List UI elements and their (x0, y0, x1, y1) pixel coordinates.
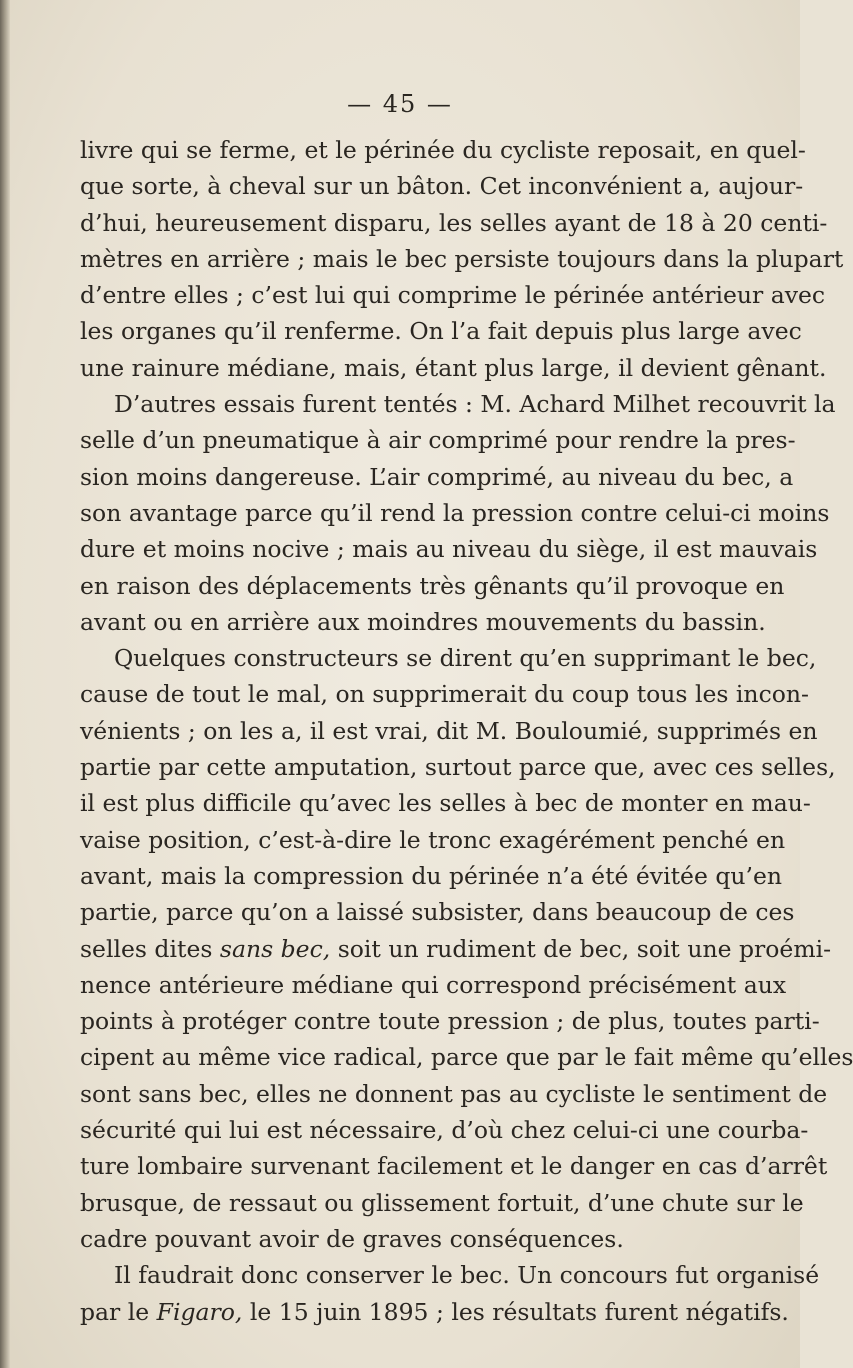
page-number: — 45 — (347, 90, 453, 118)
text-line: nence antérieure médiane qui correspond précisément aux (80, 970, 787, 999)
text-line: selle d’un pneumatique à air comprimé pour rendre la pres- (80, 426, 796, 455)
text-line: en raison des déplacements très gênants qu’il provoque en (80, 571, 785, 600)
text-line: Quelques constructeurs se dirent qu’en supprimant le bec, (114, 644, 817, 673)
text-line: brusque, de ressaut ou glissement fortuit, d’une chute sur le (80, 1188, 804, 1217)
text-line: que sorte, à cheval sur un bâton. Cet inconvénient a, aujour- (80, 172, 804, 201)
text-line: Il faudrait donc conserver le bec. Un concours fut organisé (114, 1261, 820, 1290)
body-text (80, 132, 853, 1330)
text-line: son avantage parce qu’il rend la pression contre celui-ci moins (80, 498, 830, 527)
italic-text: sans bec, (219, 934, 331, 963)
text-line: points à protéger contre toute pression ; de plus, toutes parti- (80, 1007, 820, 1036)
book-spine-shadow (0, 0, 10, 1368)
text-line: livre qui se ferme, et le périnée du cycliste reposait, en quel- (80, 136, 806, 164)
text-line: ture lombaire survenant facilement et le danger en cas d’arrêt (80, 1152, 828, 1181)
text-line: cadre pouvant avoir de graves conséquences. (80, 1224, 624, 1253)
text-line: vaise position, c’est-à-dire le tronc exagérément penché en (80, 825, 786, 854)
text-line: partie par cette amputation, surtout parce que, avec ces selles, (80, 753, 836, 782)
text-line: vénients ; on les a, il est vrai, dit M. Bouloumié, supprimés en (80, 716, 818, 745)
text-run: par le (80, 1297, 157, 1326)
text-line: partie, parce qu’on a laissé subsister, dans beaucoup de ces (80, 898, 795, 927)
text-line (80, 931, 832, 967)
text-line: sont sans bec, elles ne donnent pas au cycliste le sentiment de (80, 1079, 828, 1108)
text-line: cipent au même vice radical, parce que par le fait même qu’elles (80, 1043, 853, 1072)
text-line: les organes qu’il renferme. On l’a fait depuis plus large avec (80, 317, 802, 346)
italic-text: Figaro, (156, 1297, 243, 1326)
text-line: cause de tout le mal, on supprimerait du coup tous les incon- (80, 680, 809, 709)
text-line: D’autres essais furent tentés : M. Achard Milhet recouvrit la (114, 390, 836, 419)
text-run: le 15 juin 1895 ; les résultats furent négatifs. (242, 1297, 789, 1326)
text-line: mètres en arrière ; mais le bec persiste toujours dans la plupart (80, 244, 844, 273)
text-line: une rainure médiane, mais, étant plus large, il devient gênant. (80, 353, 827, 382)
text-run: soit un rudiment de bec, soit une proémi- (330, 934, 832, 963)
text-line: avant ou en arrière aux moindres mouvements du bassin. (80, 607, 766, 636)
text-run: selles dites (80, 934, 220, 963)
text-line: d’hui, heureusement disparu, les selles ayant de 18 à 20 centi- (80, 208, 828, 237)
text-line: dure et moins nocive ; mais au niveau du siège, il est mauvais (80, 535, 818, 564)
text-line: avant, mais la compression du périnée n’a été évitée qu’en (80, 861, 783, 890)
text-line: il est plus difficile qu’avec les selles à bec de monter en mau- (80, 789, 811, 818)
text-line: sion moins dangereuse. L’air comprimé, au niveau du bec, a (80, 462, 794, 491)
text-line: d’entre elles ; c’est lui qui comprime le périnée antérieur avec (80, 281, 826, 310)
text-line: sécurité qui lui est nécessaire, d’où chez celui-ci une courba- (80, 1116, 809, 1145)
text-line (80, 1294, 789, 1330)
